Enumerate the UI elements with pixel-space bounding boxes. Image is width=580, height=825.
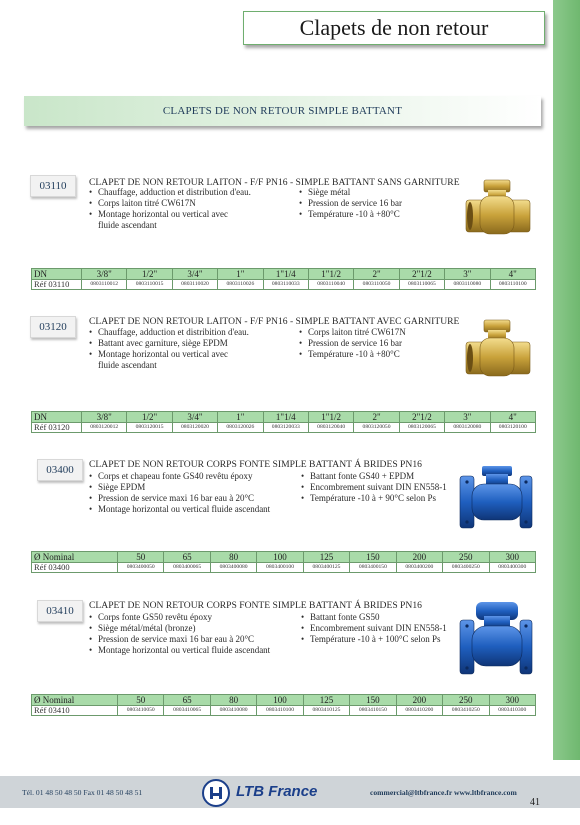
size-cell: 2" (354, 412, 399, 423)
size-cell: 250 (443, 695, 489, 706)
size-table (31, 694, 536, 716)
size-cell: 1/2" (127, 412, 172, 423)
size-cell: 150 (350, 695, 396, 706)
product-title: CLAPET DE NON RETOUR LAITON - F/F PN16 - SIMPLE BATTANT SANS GARNITURE (89, 177, 460, 188)
code-cell: 0803120012 (82, 423, 127, 433)
section-title: CLAPETS DE NON RETOUR SIMPLE BATTANT (24, 96, 541, 126)
feature-item: • Corps laiton titré CW617N (299, 327, 469, 338)
code-cell: 0803110080 (445, 280, 490, 290)
table-head-label: Ø Nominal (32, 695, 118, 706)
size-cell: 200 (396, 552, 442, 563)
feature-item: • Montage horizontal ou vertical avec (89, 349, 299, 360)
brass-check-valve-image (462, 176, 534, 240)
size-cell: 65 (164, 695, 210, 706)
code-cell: 0803400100 (257, 563, 303, 573)
size-cell: 1"1/2 (308, 412, 353, 423)
feature-item: • Pression de service maxi 16 bar eau à 20°C (89, 493, 301, 504)
product-ref-badge: 03120 (30, 316, 76, 338)
table-row (32, 412, 536, 423)
feature-item: • Encombrement suivant DIN EN558-1 (301, 482, 466, 493)
size-cell: 1"1/4 (263, 269, 308, 280)
size-cell: 2" (354, 269, 399, 280)
features-right (299, 187, 469, 220)
features-right (299, 327, 469, 360)
table-ref-label: Réf 03110 (32, 280, 82, 290)
code-cell: 0803110015 (127, 280, 172, 290)
features-left (89, 612, 301, 656)
code-cell: 0803410150 (350, 706, 396, 716)
feature-item: • Battant avec garniture, siège EPDM (89, 338, 299, 349)
code-cell: 0803410080 (210, 706, 256, 716)
size-cell: 50 (118, 695, 164, 706)
size-cell: 100 (257, 695, 303, 706)
table-row (32, 695, 536, 706)
features-right (301, 471, 466, 504)
code-cell: 0803120050 (354, 423, 399, 433)
feature-item: • Chauffage, adduction et distribition d'eau. (89, 327, 299, 338)
feature-item: fluide ascendant (98, 220, 157, 230)
code-cell: 0803120040 (308, 423, 353, 433)
code-cell: 0803400080 (210, 563, 256, 573)
code-cell: 0803410100 (257, 706, 303, 716)
size-table (31, 551, 536, 573)
size-cell: 150 (350, 552, 396, 563)
brass-check-valve-image (462, 316, 534, 382)
product-ref-badge: 03400 (37, 459, 83, 481)
code-cell: 0803400050 (118, 563, 164, 573)
code-cell: 0803110040 (308, 280, 353, 290)
feature-item: • Pression de service 16 bar (299, 338, 469, 349)
feature-item: • Température -10 à +80°C (299, 349, 469, 360)
code-cell: 0803120033 (263, 423, 308, 433)
code-cell: 0803110065 (399, 280, 444, 290)
product-ref-badge: 03410 (37, 600, 83, 622)
table-head-label: Ø Nominal (32, 552, 118, 563)
code-cell: 0803400300 (489, 563, 536, 573)
size-cell: 1" (218, 412, 263, 423)
code-cell: 0803110026 (218, 280, 263, 290)
size-cell: 3" (445, 412, 490, 423)
code-cell: 0803400250 (443, 563, 489, 573)
product-title: CLAPET DE NON RETOUR CORPS FONTE SIMPLE BATTANT Á BRIDES PN16 (89, 459, 422, 470)
code-cell: 0803110100 (490, 280, 535, 290)
flanged-check-valve-image (458, 458, 534, 534)
table-row (32, 706, 536, 716)
size-cell: 300 (489, 552, 536, 563)
code-cell: 0803400200 (396, 563, 442, 573)
size-cell: 1"1/2 (308, 269, 353, 280)
table-row (32, 552, 536, 563)
flanged-check-valve-image (458, 598, 534, 680)
footer-contact: commercial@ltbfrance.fr www.ltbfrance.com (370, 788, 517, 797)
size-cell: 3/8" (82, 412, 127, 423)
code-cell: 0803410250 (443, 706, 489, 716)
feature-item: • Battant fonte GS50 (301, 612, 466, 623)
size-cell: 125 (303, 695, 349, 706)
size-cell: 4" (490, 412, 535, 423)
feature-item: • Corps et chapeau fonte GS40 revêtu époxy (89, 471, 301, 482)
feature-item: • Température -10 à + 90°C selon Ps (301, 493, 466, 504)
size-cell: 300 (489, 695, 536, 706)
code-cell: 0803410050 (118, 706, 164, 716)
size-cell: 4" (490, 269, 535, 280)
size-cell: 1" (218, 269, 263, 280)
features-left (89, 187, 299, 231)
feature-item: • Température -10 à +80°C (299, 209, 469, 220)
footer-phone: Tél. 01 48 50 48 50 Fax 01 48 50 48 51 (22, 788, 143, 797)
features-right (301, 612, 466, 645)
code-cell: 0803410300 (489, 706, 536, 716)
size-cell: 100 (257, 552, 303, 563)
code-cell: 0803120026 (218, 423, 263, 433)
size-cell: 3" (445, 269, 490, 280)
code-cell: 0803110020 (172, 280, 217, 290)
features-left (89, 327, 299, 371)
tap-icon (204, 781, 228, 805)
feature-item: • Siège métal/métal (bronze) (89, 623, 301, 634)
feature-item: • Siège EPDM (89, 482, 301, 493)
code-cell: 0803400125 (303, 563, 349, 573)
feature-item: • Corps laiton titré CW617N (89, 198, 299, 209)
table-head-label: DN (32, 269, 82, 280)
code-cell: 0803110050 (354, 280, 399, 290)
code-cell: 0803120065 (399, 423, 444, 433)
features-left (89, 471, 301, 515)
size-cell: 80 (210, 552, 256, 563)
size-cell: 80 (210, 695, 256, 706)
code-cell: 0803120015 (127, 423, 172, 433)
code-cell: 0803120100 (490, 423, 535, 433)
size-cell: 200 (396, 695, 442, 706)
code-cell: 0803400065 (164, 563, 210, 573)
table-row (32, 563, 536, 573)
feature-item: • Température -10 à + 100°C selon Ps (301, 634, 466, 645)
code-cell: 0803120020 (172, 423, 217, 433)
code-cell: 0803410125 (303, 706, 349, 716)
code-cell: 0803110033 (263, 280, 308, 290)
product-title: CLAPET DE NON RETOUR CORPS FONTE SIMPLE BATTANT Á BRIDES PN16 (89, 600, 422, 611)
code-cell: 0803110012 (82, 280, 127, 290)
size-table (31, 411, 536, 433)
logo-icon (202, 779, 230, 807)
size-cell: 1"1/4 (263, 412, 308, 423)
code-cell: 0803400150 (350, 563, 396, 573)
size-cell: 3/4" (172, 412, 217, 423)
size-cell: 125 (303, 552, 349, 563)
page-number: 41 (530, 797, 540, 808)
table-head-label: DN (32, 412, 82, 423)
code-cell: 0803120080 (445, 423, 490, 433)
table-ref-label: Réf 03400 (32, 563, 118, 573)
page-title: Clapets de non retour (243, 11, 545, 45)
size-cell: 65 (164, 552, 210, 563)
size-cell: 2"1/2 (399, 269, 444, 280)
feature-item: • Montage horizontal ou vertical avec (89, 209, 299, 220)
size-cell: 1/2" (127, 269, 172, 280)
feature-item: • Montage horizontal ou vertical fluide ascendant (89, 504, 301, 515)
code-cell: 0803410200 (396, 706, 442, 716)
logo-text: LTB France (236, 783, 318, 800)
side-accent-bar (553, 0, 580, 760)
feature-item: • Siège métal (299, 187, 469, 198)
size-cell: 50 (118, 552, 164, 563)
size-cell: 250 (443, 552, 489, 563)
table-ref-label: Réf 03410 (32, 706, 118, 716)
table-row (32, 269, 536, 280)
feature-item: • Corps fonte GS50 revêtu époxy (89, 612, 301, 623)
feature-item: • Encombrement suivant DIN EN558-1 (301, 623, 466, 634)
code-cell: 0803410065 (164, 706, 210, 716)
table-ref-label: Réf 03120 (32, 423, 82, 433)
table-row (32, 280, 536, 290)
product-title: CLAPET DE NON RETOUR LAITON - F/F PN16 - SIMPLE BATTANT AVEC GARNITURE (89, 316, 460, 327)
feature-item: • Pression de service maxi 16 bar eau à 20°C (89, 634, 301, 645)
size-table (31, 268, 536, 290)
size-cell: 3/8" (82, 269, 127, 280)
feature-item: • Chauffage, adduction et distribution d'eau. (89, 187, 299, 198)
feature-item: • Montage horizontal ou vertical fluide ascendant (89, 645, 301, 656)
feature-item: fluide ascendant (98, 360, 157, 370)
size-cell: 2"1/2 (399, 412, 444, 423)
product-ref-badge: 03110 (30, 175, 76, 197)
feature-item: • Battant fonte GS40 + EPDM (301, 471, 466, 482)
table-row (32, 423, 536, 433)
feature-item: • Pression de service 16 bar (299, 198, 469, 209)
size-cell: 3/4" (172, 269, 217, 280)
